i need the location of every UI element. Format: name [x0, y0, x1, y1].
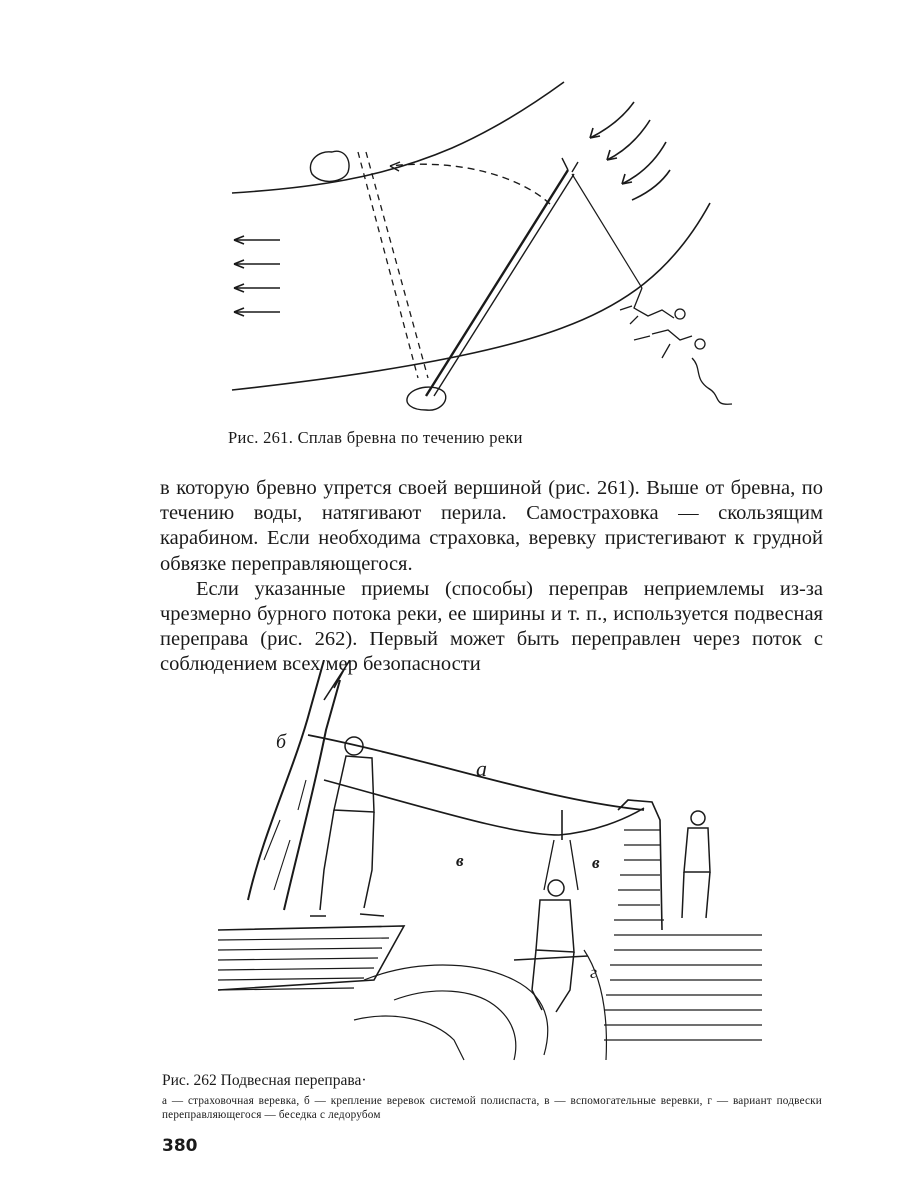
figure-261-illustration: [222, 78, 767, 423]
label-v-left: в: [456, 851, 464, 870]
figure-261-caption: Рис. 261. Сплав бревна по течению реки: [228, 428, 523, 447]
label-v-right: в: [592, 853, 600, 872]
person-hanging: [514, 880, 588, 1012]
figure-262-legend: а — страховочная веревка, б — крепление веревок системой полиспаста, в — вспомогательные веревки, г — вариант подвески переправляющегося — беседка с ледорубом: [162, 1095, 822, 1121]
current-arrows-right: [590, 102, 670, 200]
label-b: б: [276, 731, 287, 753]
paragraph-1: в которую бревно упрется своей вершиной (рис. 261). Выше от бревна, по течению воды, натягивают перила. Самостраховка — скользящим карабином. Если необходима страховка, веревку пристегивают к грудной обвязке переправляющегося.: [160, 477, 823, 575]
tree: [248, 660, 350, 910]
person-left: [310, 737, 384, 916]
paragraph-2: Если указанные приемы (способы) переправ неприемлемы из-за чрезмерно бурного потока реки, ее ширины и т. п., используется подвесная переправа (рис. 262). Первый может быть переправлен через поток с соблюдением всех мер безопасности: [160, 577, 823, 676]
figure-262-illustration: [214, 660, 766, 1065]
climbers: [620, 288, 732, 404]
body-text: [160, 476, 823, 678]
figure-262-caption: Рис. 262 Подвесная переправа·: [162, 1072, 367, 1089]
current-arrows-left: [234, 236, 280, 316]
label-a: а: [476, 756, 487, 781]
page-number: 380: [162, 1136, 198, 1156]
label-g: г: [590, 962, 598, 982]
person-right: [682, 811, 710, 918]
